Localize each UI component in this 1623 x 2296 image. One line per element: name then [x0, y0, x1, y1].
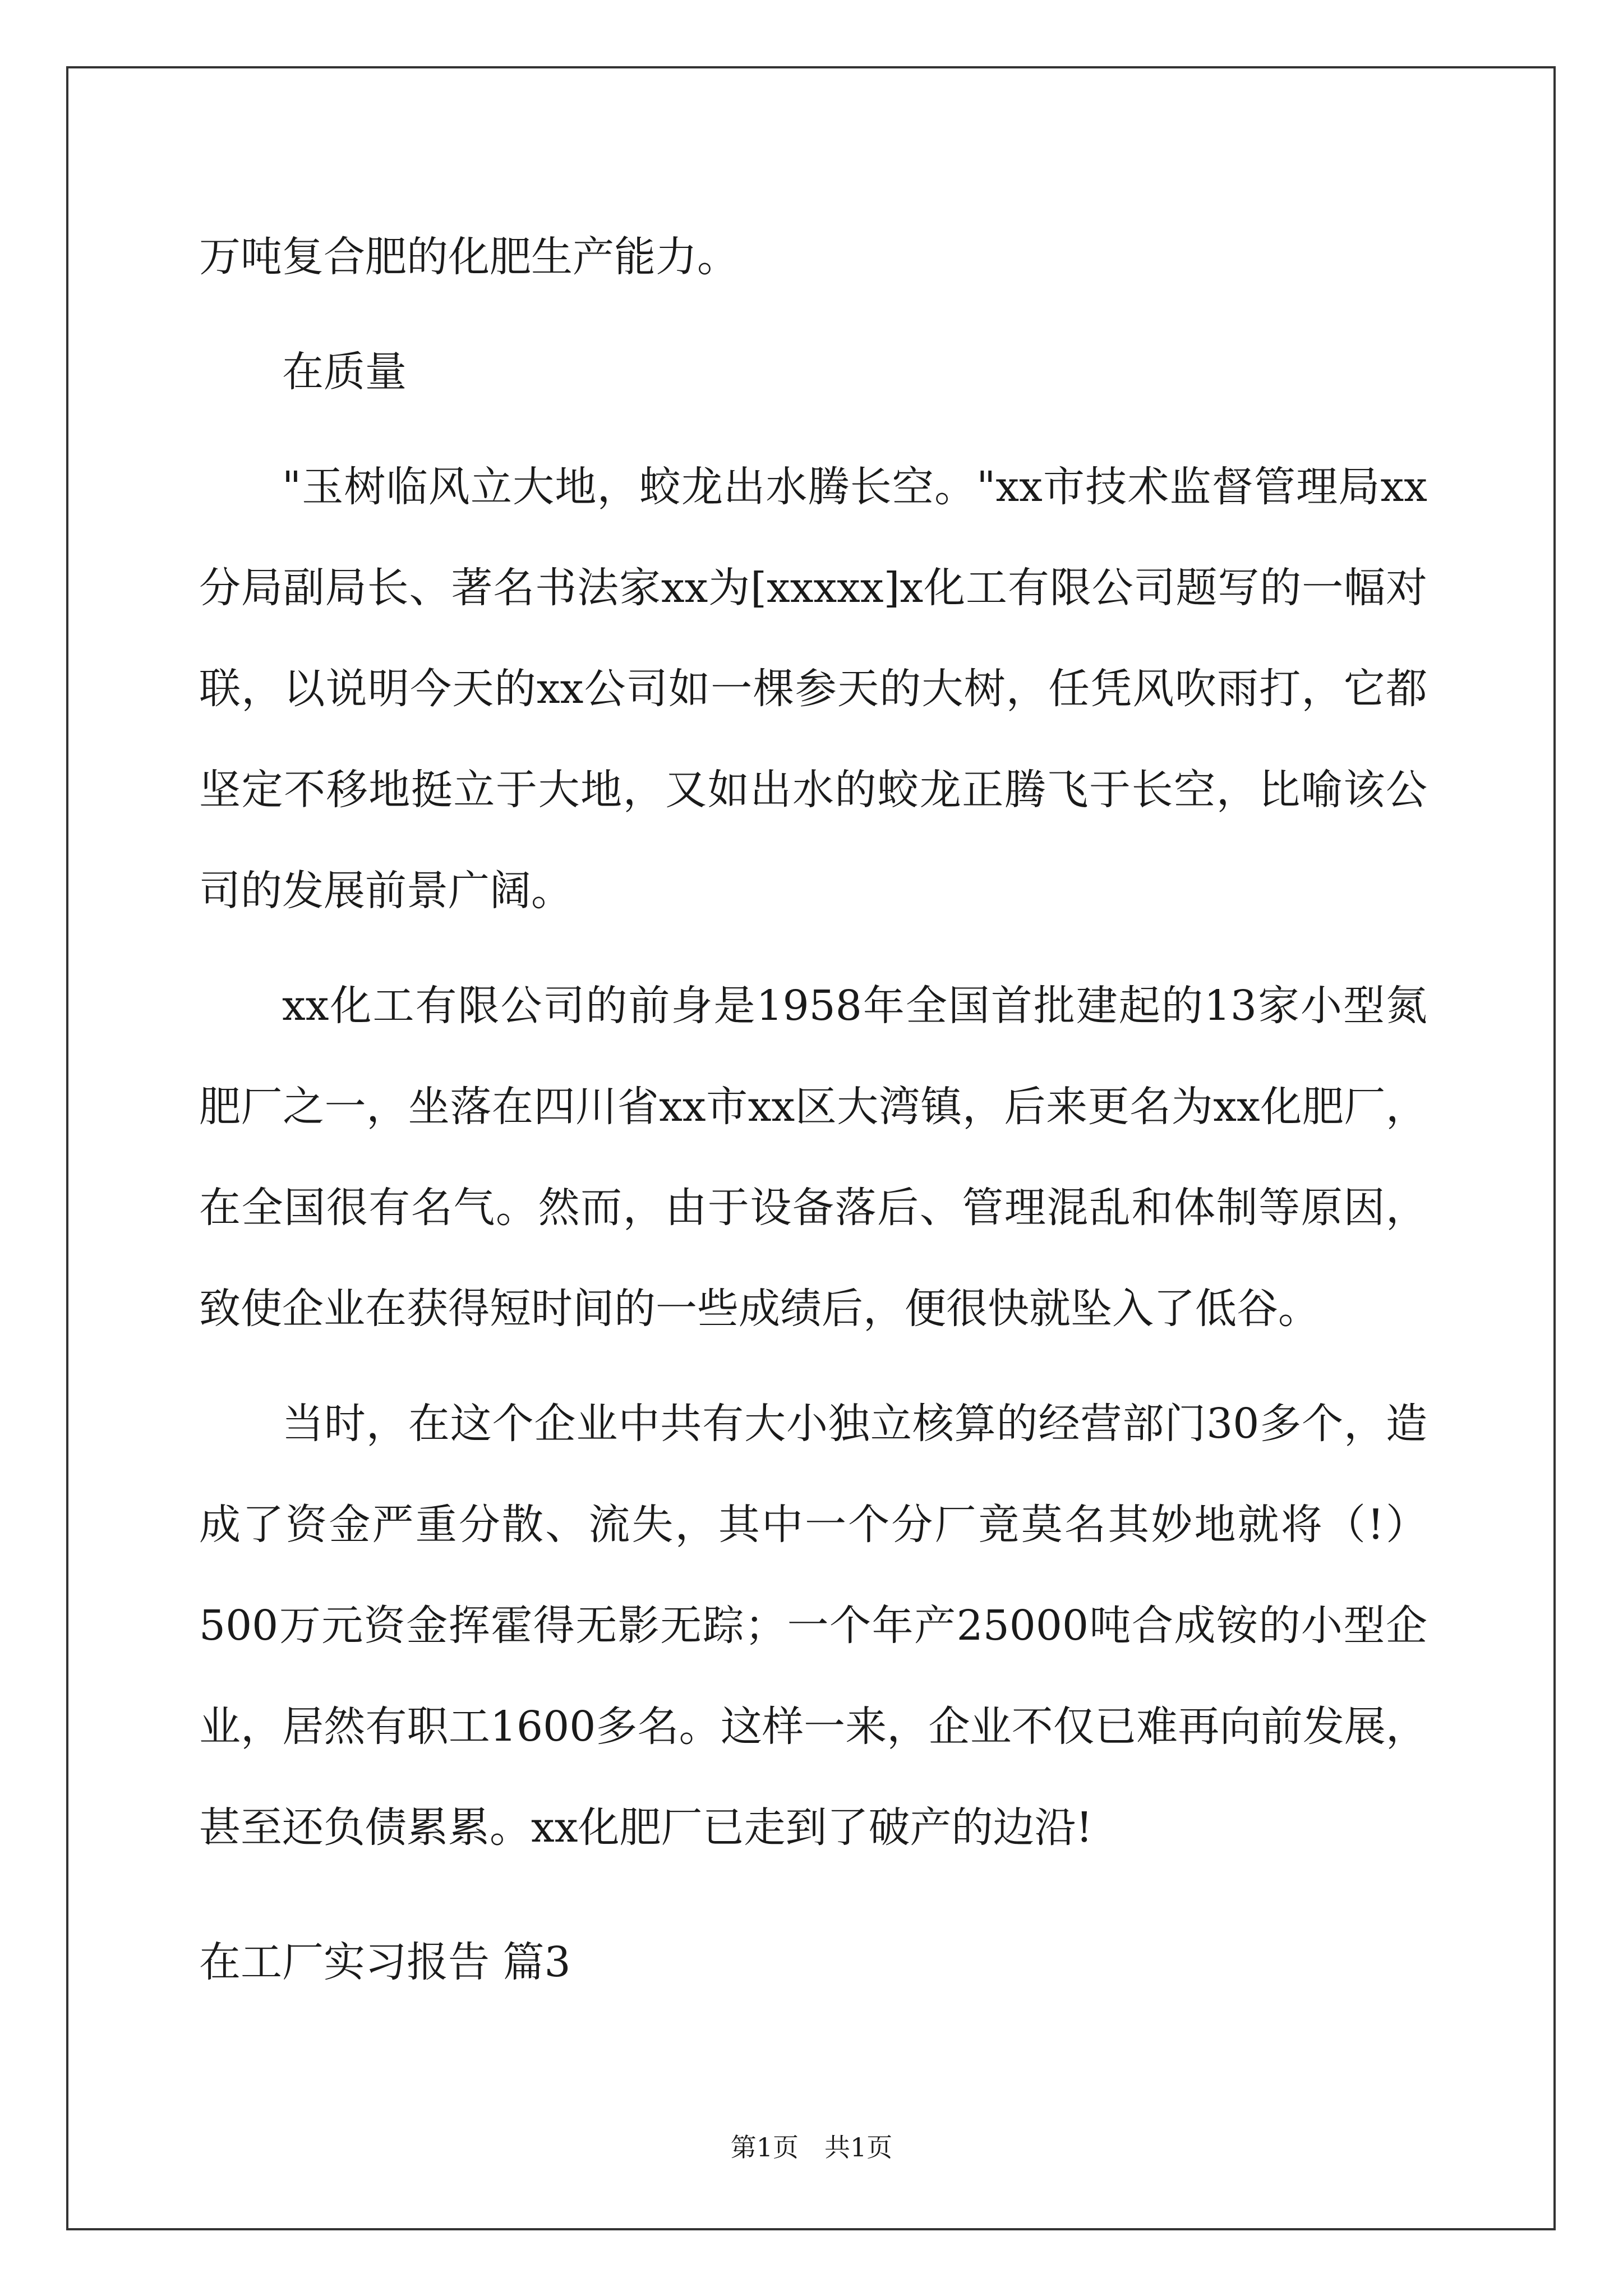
section-heading: 在工厂实习报告 篇3 [199, 1938, 571, 1986]
paragraph-history: xx化工有限公司的前身是1958年全国首批建起的13家小型氮肥厂之一，坐落在四川省xx市xx区大湾镇，后来更名为xx化肥厂，在全国很有名气。然而，由于设备落后、管理混乱和体制等原因，致使企业在获得短时间的一些成绩后，便很快就坠入了低谷。 [199, 982, 1427, 1333]
paragraph-problems: 当时，在这个企业中共有大小独立核算的经营部门30多个，造成了资金严重分散、流失，其中一个分厂竟莫名其妙地就将（!）500万元资金挥霍得无影无踪；一个年产25000吨合成铵的小型企业，居然有职工1600多名。这样一来，企业不仅已难再向前发展，甚至还负债累累。xx化肥厂已走到了破产的边沿! [199, 1400, 1427, 1852]
page-footer: 第1页 共1页 [730, 2132, 893, 2162]
paragraph-quality: 在质量 [282, 348, 407, 396]
document-body [199, 206, 1427, 1892]
paragraph-continuation: 万吨复合肥的化肥生产能力。 [199, 233, 739, 281]
paragraph-couplet: "玉树临风立大地，蛟龙出水腾长空。"xx市技术监督管理局xx分局副局长、著名书法家xx为[xxxxx]x化工有限公司题写的一幅对联，以说明今天的xx公司如一棵参天的大树，任凭风吹雨打，它都坚定不移地挺立于大地，又如出水的蛟龙正腾飞于长空，比喻该公司的发展前景广阔。 [199, 463, 1427, 915]
